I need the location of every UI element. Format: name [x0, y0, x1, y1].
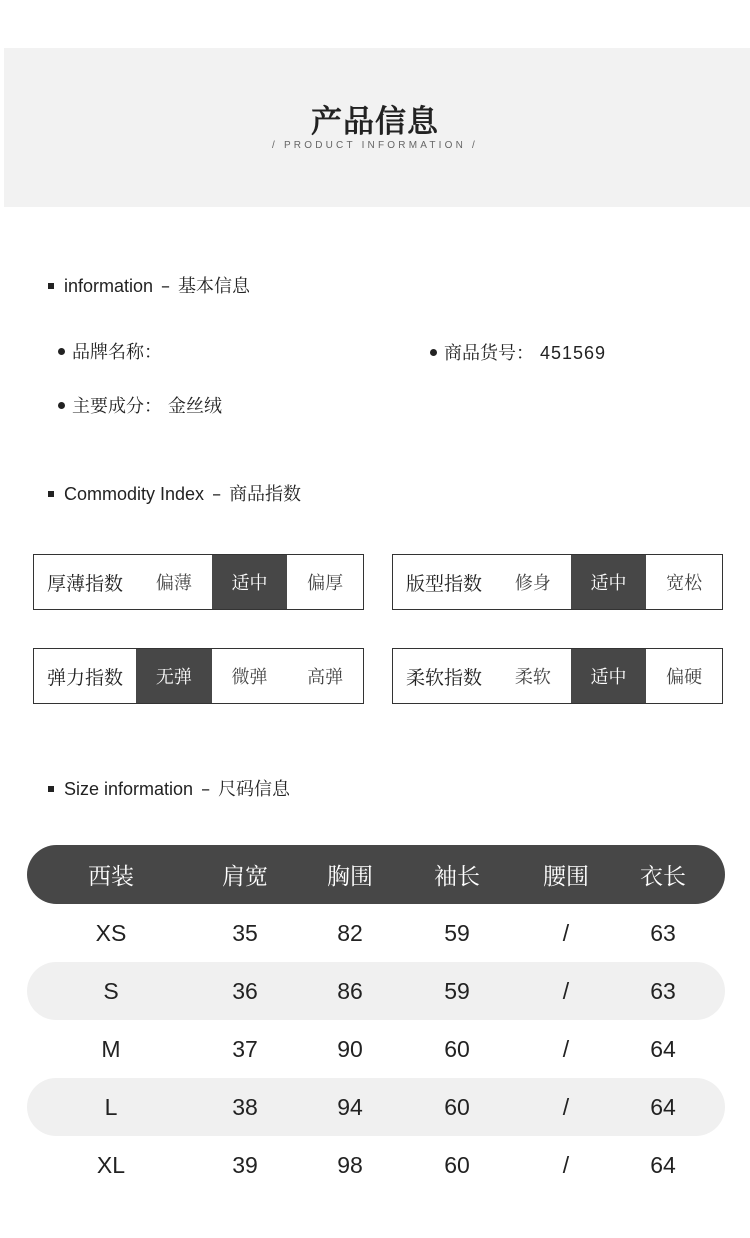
bullet-square-icon — [48, 786, 54, 792]
bullet-dot-icon — [58, 402, 65, 409]
table-row — [27, 1078, 725, 1136]
index-option: 修身 — [514, 573, 551, 594]
index-option: 微弹 — [231, 667, 268, 688]
table-cell: S — [103, 977, 119, 1004]
table-cell: 36 — [232, 977, 258, 1004]
section-heading-dash: – — [212, 484, 222, 505]
table-cell: / — [562, 977, 570, 1004]
table-cell: L — [104, 1093, 118, 1120]
section-heading-en: Size information — [64, 779, 194, 799]
index-label: 柔软指数 — [405, 666, 482, 689]
column-header: 胸围 — [327, 864, 373, 890]
table-cell: 90 — [337, 1035, 363, 1062]
section-heading-cn: 基本信息 — [178, 276, 251, 297]
table-cell: / — [562, 1035, 570, 1062]
bullet-square-icon — [48, 283, 54, 289]
table-cell: 94 — [337, 1093, 363, 1120]
section-heading-cn: 商品指数 — [229, 484, 302, 505]
page-subtitle: / PRODUCT INFORMATION / — [271, 140, 478, 151]
sku-value: 451569 — [540, 343, 607, 363]
table-cell: 98 — [337, 1151, 363, 1178]
section-heading-en: Commodity Index — [64, 484, 205, 504]
index-label: 弹力指数 — [46, 666, 123, 689]
sku-label: 商品货号： — [444, 343, 534, 364]
bullet-dot-icon — [430, 349, 437, 356]
table-cell: XL — [96, 1151, 126, 1178]
table-cell: XS — [95, 919, 127, 946]
column-header: 衣长 — [640, 864, 686, 890]
table-cell: 60 — [444, 1093, 470, 1120]
info-sku — [430, 340, 606, 366]
index-option: 宽松 — [666, 573, 703, 594]
section-heading-size-information — [48, 777, 290, 801]
brand-label: 品牌名称： — [72, 342, 162, 363]
material-label: 主要成分： — [72, 396, 162, 417]
table-cell: 59 — [444, 919, 470, 946]
index-fit — [392, 554, 723, 610]
table-cell: / — [562, 919, 570, 946]
table-cell: 59 — [444, 977, 470, 1004]
table-cell: 63 — [650, 977, 676, 1004]
section-heading-dash: – — [161, 276, 171, 297]
index-option: 偏厚 — [307, 573, 344, 594]
section-heading-commodity-index — [48, 482, 301, 506]
section-heading-dash: – — [201, 779, 211, 800]
index-option: 柔软 — [514, 667, 551, 688]
table-cell: / — [562, 1093, 570, 1120]
info-brand — [58, 340, 168, 366]
table-cell: 82 — [337, 919, 363, 946]
index-option: 高弹 — [307, 667, 344, 688]
bullet-dot-icon — [58, 348, 65, 355]
index-option: 无弹 — [136, 649, 212, 703]
index-option: 适中 — [571, 649, 647, 703]
table-cell: / — [562, 1151, 570, 1178]
column-header: 腰围 — [543, 864, 589, 890]
table-cell: 60 — [444, 1151, 470, 1178]
table-cell: 35 — [232, 919, 258, 946]
table-row — [27, 962, 725, 1020]
section-heading-information — [48, 274, 250, 298]
index-softness — [392, 648, 723, 704]
index-label: 厚薄指数 — [46, 572, 123, 595]
column-header: 肩宽 — [222, 864, 268, 890]
table-cell: 39 — [232, 1151, 258, 1178]
column-header: 西装 — [88, 864, 134, 890]
info-material — [58, 394, 222, 420]
size-table-header — [27, 845, 725, 904]
index-elasticity — [33, 648, 364, 704]
table-cell: 64 — [650, 1093, 676, 1120]
table-cell: M — [101, 1035, 121, 1062]
section-heading-en: information — [64, 276, 154, 296]
table-cell: 38 — [232, 1093, 258, 1120]
index-label: 版型指数 — [405, 572, 482, 595]
index-option: 适中 — [212, 555, 288, 609]
size-table — [27, 845, 725, 1194]
column-header: 袖长 — [434, 864, 480, 890]
bullet-square-icon — [48, 491, 54, 497]
index-option: 偏薄 — [155, 573, 192, 594]
table-cell: 86 — [337, 977, 363, 1004]
table-cell: 60 — [444, 1035, 470, 1062]
table-row — [27, 904, 725, 962]
section-heading-cn: 尺码信息 — [218, 779, 291, 800]
page-title: 产品信息 — [311, 104, 439, 140]
table-cell: 37 — [232, 1035, 258, 1062]
material-value: 金丝绒 — [168, 396, 222, 417]
index-option: 适中 — [571, 555, 647, 609]
index-option: 偏硬 — [666, 667, 703, 688]
table-cell: 64 — [650, 1035, 676, 1062]
table-cell: 64 — [650, 1151, 676, 1178]
table-row — [27, 1020, 725, 1078]
index-thickness — [33, 554, 364, 610]
table-row — [27, 1136, 725, 1194]
table-cell: 63 — [650, 919, 676, 946]
